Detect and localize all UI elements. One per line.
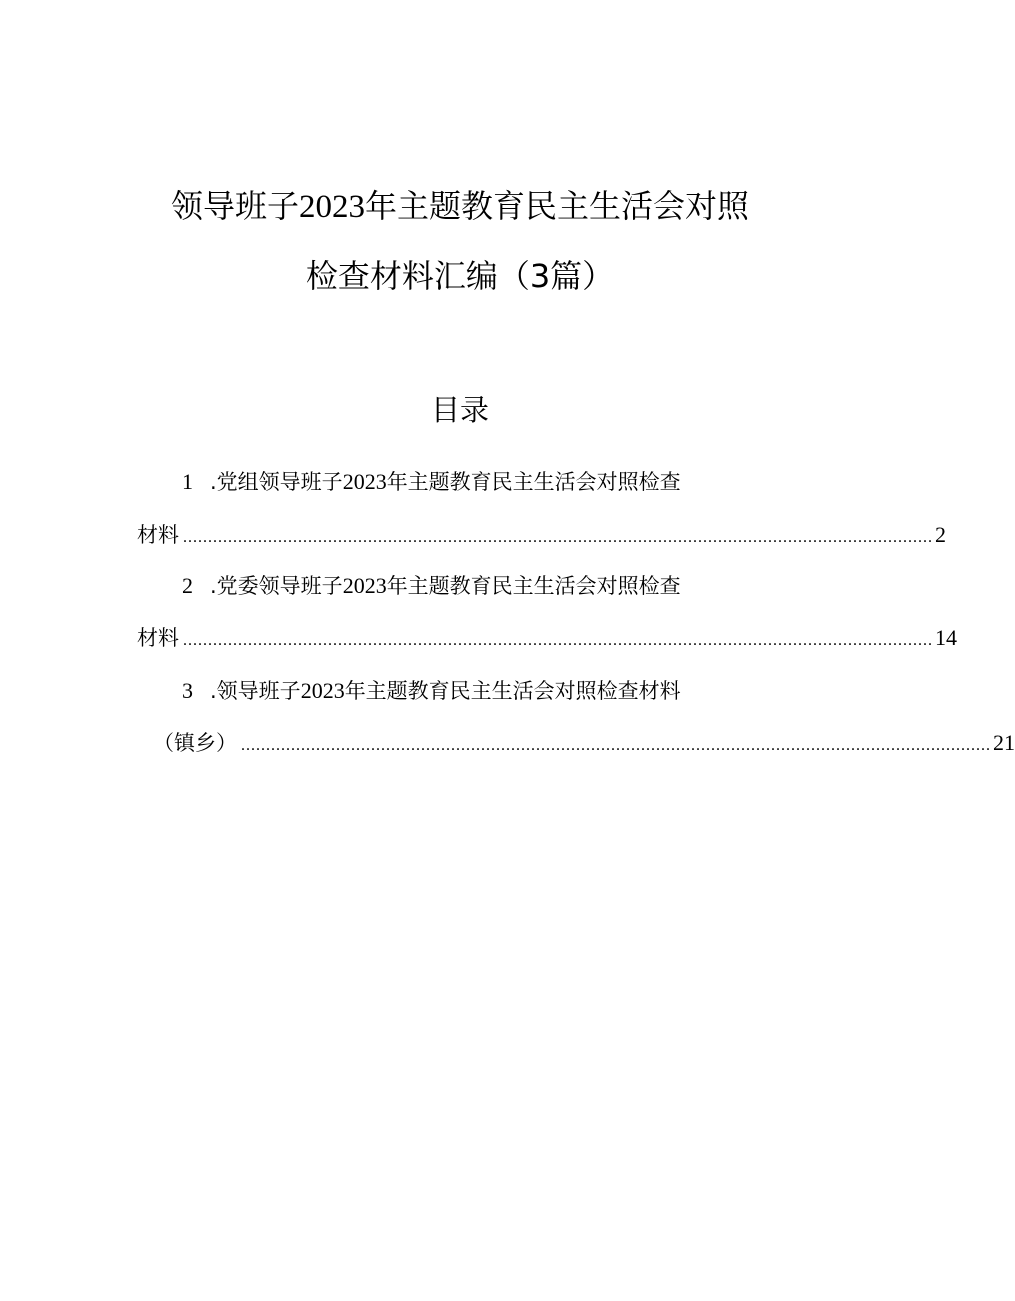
title-text-a: 领导班子 [170,187,299,225]
toc-item-text-continued: （镇乡） [153,731,237,755]
toc-item-page-number: 21 [993,730,1015,755]
document-title-line-2: 检查材料汇编（3篇） [305,257,615,295]
toc-item-year: 2023 [300,678,345,703]
toc-item-text-a: .领导班子 [210,679,301,703]
toc-item-year: 2023 [342,573,387,598]
toc-item-text-continued: 材料 [137,523,179,547]
document-title-line-1 [0,186,920,227]
toc-item-3-line-2[interactable] [153,728,1015,761]
toc-item-2-line-1[interactable] [182,571,762,601]
toc-item-page-number: 2 [935,522,946,547]
toc-item-number: 3 [182,678,193,703]
toc-item-year: 2023 [342,469,387,494]
toc-item-text-b: 年主题教育民主生活会对照检查 [386,470,681,494]
toc-leader-dots: ...................................................................................................................................................... [183,529,933,546]
toc-leader-dots: ...................................................................................................................................................... [183,632,933,649]
toc-item-text-continued: 材料 [137,626,179,650]
toc-item-text-b: 年主题教育民主生活会对照检查材料 [344,679,681,703]
toc-heading: 目录 [430,393,489,427]
toc-leader-dots: ...................................................................................................................................................... [241,737,991,754]
toc-item-page-number: 14 [935,625,957,650]
toc-item-1-line-2[interactable] [137,520,946,553]
toc-item-1-line-1[interactable] [182,467,762,497]
title-year: 2023 [299,189,365,225]
title-text-b: 年主题教育民主生活会对照 [365,187,750,225]
toc-item-text-b: 年主题教育民主生活会对照检查 [386,574,681,598]
toc-item-text-a: .党委领导班子 [210,574,343,598]
toc-item-2-line-2[interactable] [137,623,957,656]
toc-item-text-a: .党组领导班子 [210,470,343,494]
toc-item-number: 1 [182,469,193,494]
toc-item-number: 2 [182,573,193,598]
toc-item-3-line-1[interactable] [182,676,762,706]
